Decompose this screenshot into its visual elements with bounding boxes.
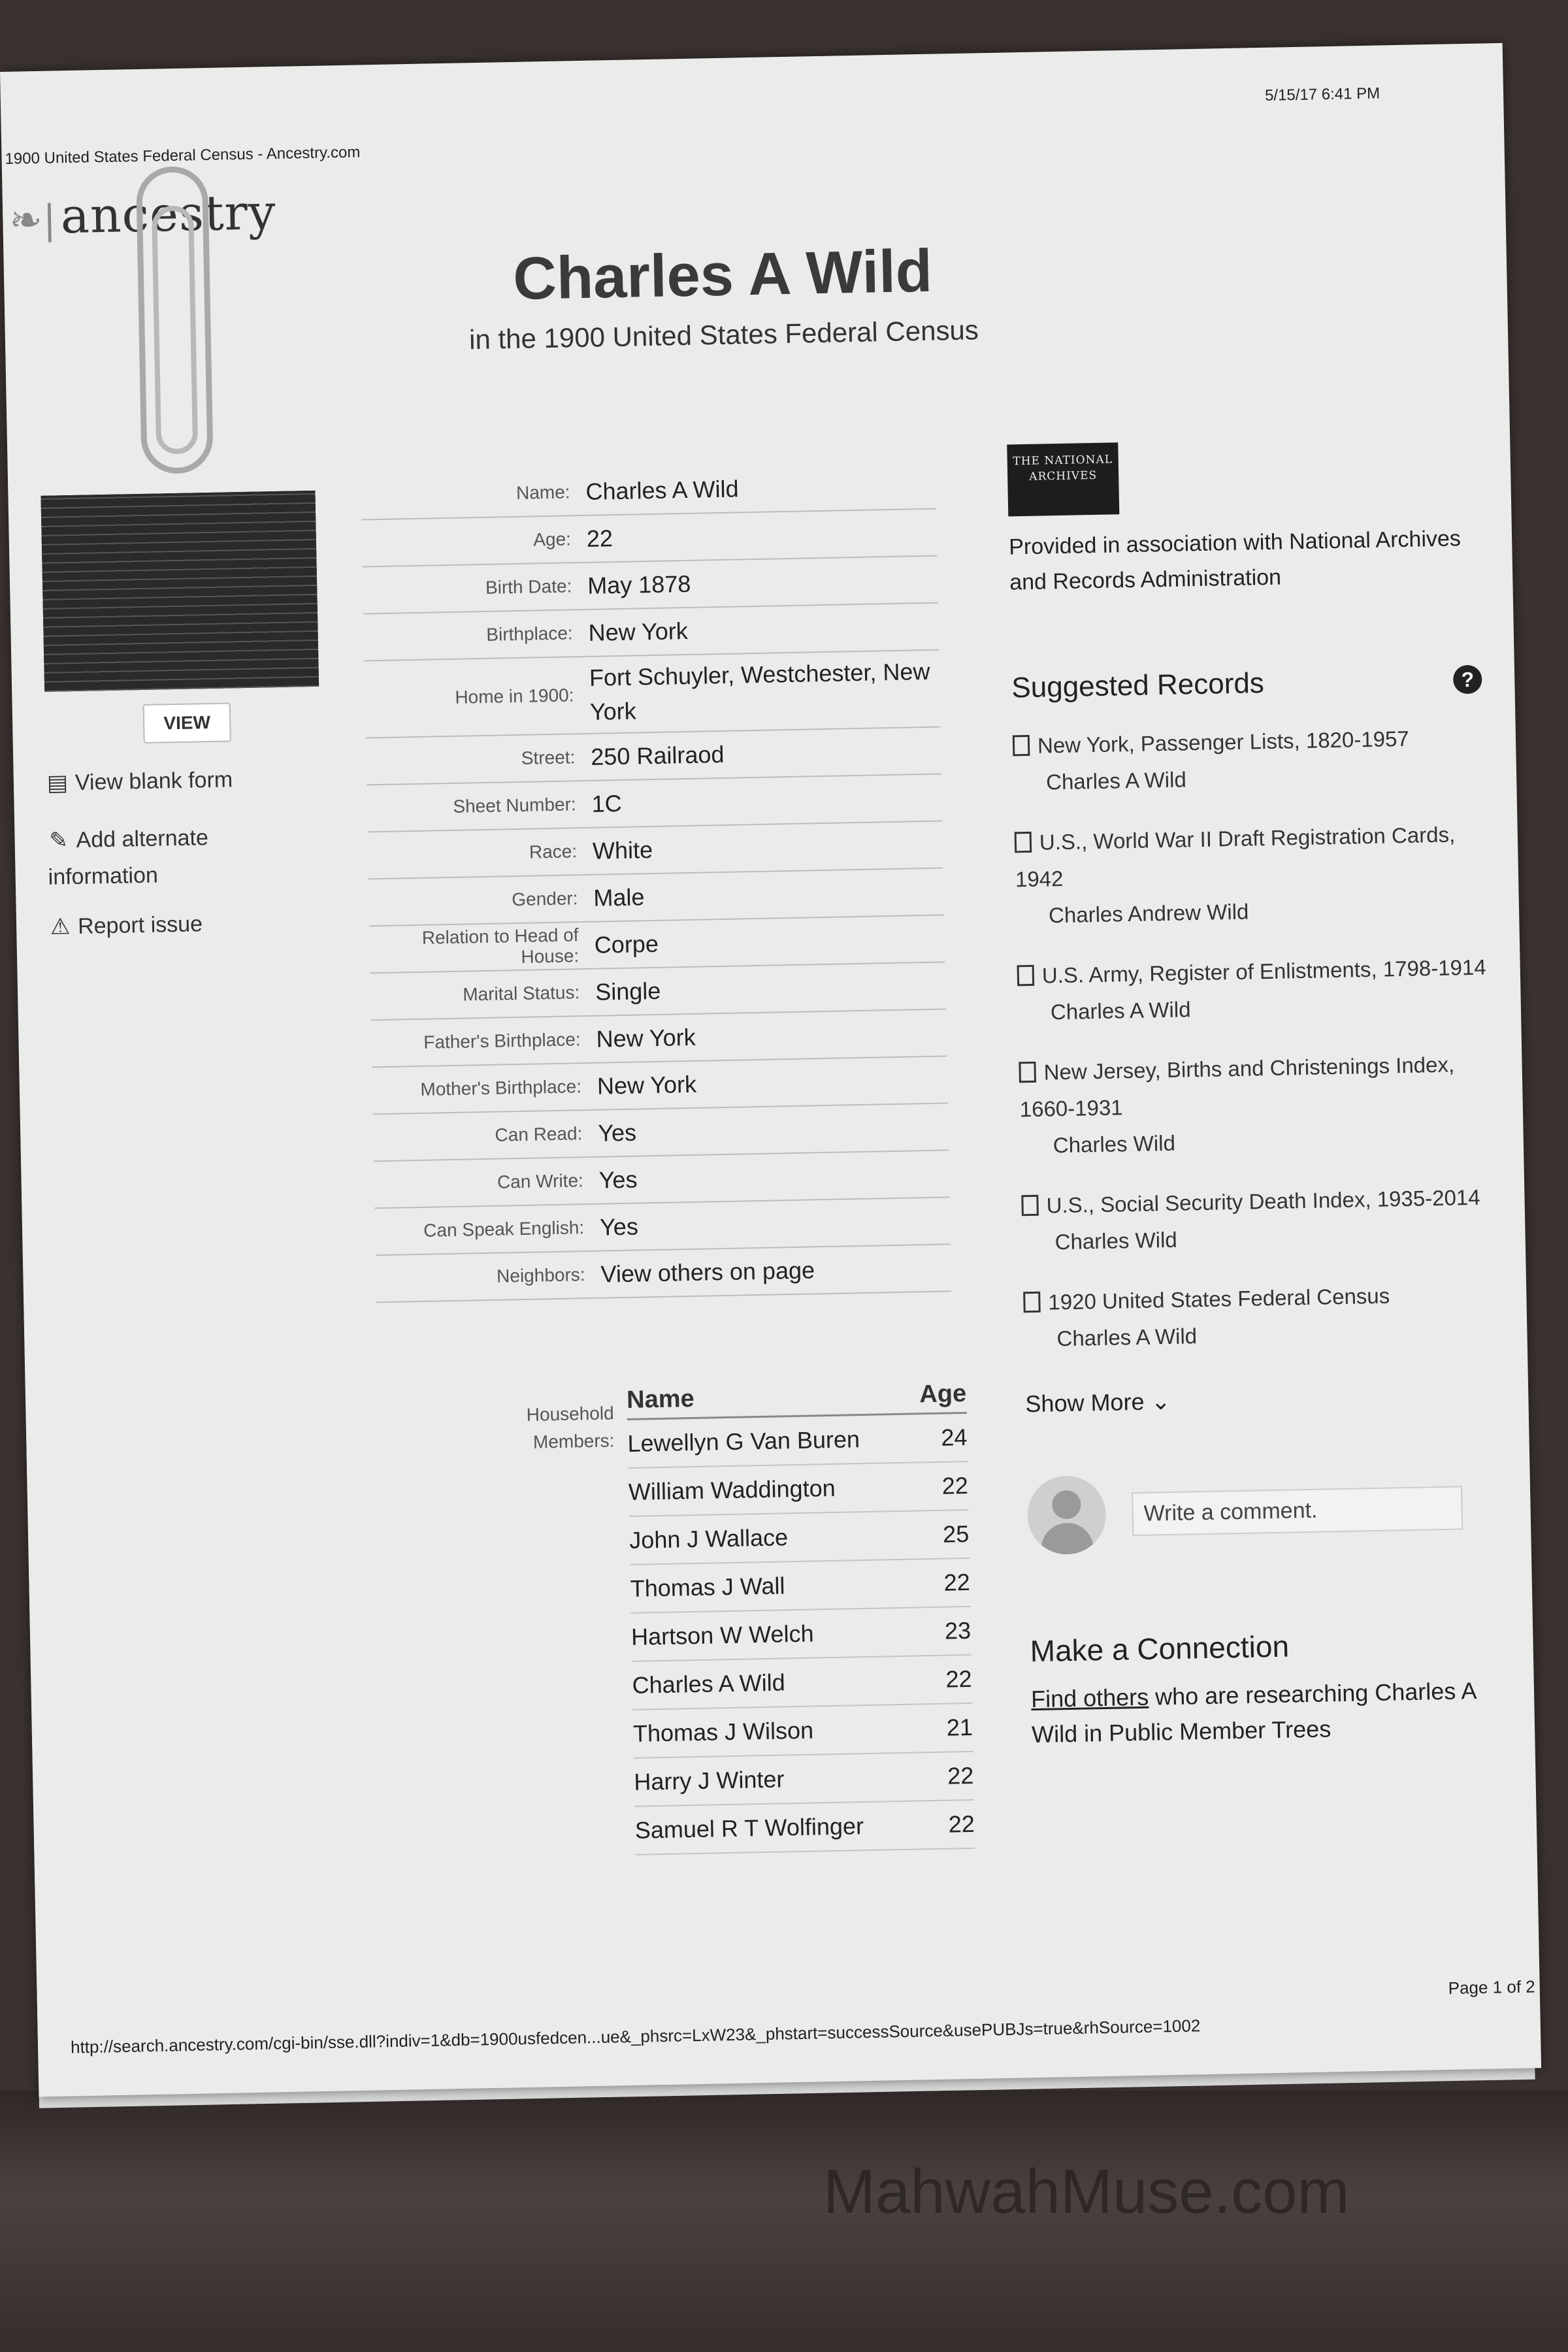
household-members-label: Household Members: xyxy=(526,1403,615,1452)
census-image-thumbnail[interactable] xyxy=(41,491,319,692)
show-more-button[interactable]: Show More ⌄ xyxy=(1025,1387,1171,1418)
fact-row: Home in 1900: Fort Schuyler, Westchester, New York xyxy=(364,651,940,739)
fact-row: Sheet Number: 1C xyxy=(367,775,942,833)
household-row[interactable]: Thomas J Wall 22 xyxy=(630,1559,970,1614)
fact-row: Age: 22 xyxy=(361,510,937,568)
record-facts-table xyxy=(361,463,951,1303)
print-timestamp: 5/15/17 6:41 PM xyxy=(1264,84,1380,105)
suggested-record[interactable]: New Jersey, Births and Christenings Index, 1660-1931 Charles Wild xyxy=(1019,1052,1455,1158)
fact-row: Marital Status: Single xyxy=(370,962,946,1021)
provided-by-text: Provided in association with National Archives and Records Administration xyxy=(1008,526,1462,595)
view-image-button[interactable]: VIEW xyxy=(143,702,231,743)
paper-clip-inner xyxy=(152,205,198,454)
household-row[interactable]: Thomas J Wilson 21 xyxy=(632,1704,973,1759)
household-row[interactable]: John J Wallace 25 xyxy=(629,1511,970,1565)
household-row[interactable]: William Waddington 22 xyxy=(628,1462,968,1517)
document-icon xyxy=(1017,965,1035,986)
suggested-record[interactable]: New York, Passenger Lists, 1820-1957 Charles A Wild xyxy=(1013,719,1484,802)
page-subtitle: in the 1900 United States Federal Census xyxy=(468,314,979,355)
printed-page xyxy=(0,43,1541,2097)
fact-row: Mother's Birthplace: New York xyxy=(372,1056,947,1115)
suggested-record[interactable]: U.S., World War II Draft Registration Cards, 1942 Charles Andrew Wild xyxy=(1015,822,1456,928)
fact-row: Birthplace: New York xyxy=(363,604,939,662)
help-icon[interactable]: ? xyxy=(1453,665,1482,694)
report-issue-link[interactable]: ⚠ Report issue xyxy=(50,911,203,939)
national-archives-logo: THE NATIONAL ARCHIVES xyxy=(1007,442,1119,516)
fact-row: Relation to Head of House: Corpe xyxy=(369,915,945,973)
fact-row: Gender: Male xyxy=(368,869,944,927)
make-connection-text: Find others who are researching Charles A Wild in Public Member Trees xyxy=(1030,1677,1476,1748)
household-header: Name Age xyxy=(627,1380,967,1420)
ancestry-logo[interactable]: ❧|ancestry xyxy=(8,184,277,245)
fact-row: Father's Birthplace: New York xyxy=(371,1009,947,1068)
document-icon xyxy=(1015,832,1032,853)
suggested-record[interactable]: 1920 United States Federal Census Charles A Wild xyxy=(1023,1275,1495,1358)
chevron-down-icon: ⌄ xyxy=(1151,1387,1171,1415)
household-row[interactable]: Lewellyn G Van Buren 24 xyxy=(627,1414,968,1469)
fact-row: Birth Date: May 1878 xyxy=(363,557,938,615)
document-icon xyxy=(1021,1195,1039,1216)
right-column xyxy=(1007,436,1502,1752)
fact-row: Can Read: Yes xyxy=(373,1103,949,1162)
suggested-record[interactable]: U.S. Army, Register of Enlistments, 1798-1914 Charles A Wild xyxy=(1017,949,1488,1032)
pencil-icon: ✎ xyxy=(48,828,69,853)
fact-row: Race: White xyxy=(367,822,943,880)
household-row[interactable]: Samuel R T Wolfinger 22 xyxy=(634,1801,975,1855)
fact-row: Can Speak English: Yes xyxy=(375,1198,951,1256)
form-icon: ▤ xyxy=(46,770,69,796)
document-icon xyxy=(1023,1292,1041,1313)
suggested-record[interactable]: U.S., Social Security Death Index, 1935-2014 Charles Wild xyxy=(1021,1179,1493,1261)
fact-row: Can Write: Yes xyxy=(374,1151,949,1209)
fact-row: Name: Charles A Wild xyxy=(361,463,936,521)
household-row[interactable]: Charles A Wild 22 xyxy=(632,1656,972,1710)
household-row[interactable]: Harry J Winter 22 xyxy=(634,1752,974,1807)
footer-url: http://search.ancestry.com/cgi-bin/sse.dll?indiv=1&db=1900usfedcen...ue&_phsrc=LxW23&_phstart=successSource&usePUBJs=true&rhSource=1002 xyxy=(70,2016,1201,2057)
page-number: Page 1 of 2 xyxy=(1448,1976,1535,1998)
watermark: MahwahMuse.com xyxy=(823,2157,1350,2227)
fact-row: Street: 250 Railraod xyxy=(366,728,941,786)
print-header-title: 1900 United States Federal Census - Ancestry.com xyxy=(5,143,361,168)
leaf-icon: ❧| xyxy=(8,197,57,244)
add-alternate-link[interactable]: ✎ Add alternate information xyxy=(47,819,209,896)
warning-icon: ⚠ xyxy=(50,914,71,939)
comment-input[interactable]: Write a comment. xyxy=(1132,1486,1463,1536)
household-table xyxy=(627,1380,975,1855)
household-row[interactable]: Hartson W Welch 23 xyxy=(630,1607,971,1662)
find-others-link[interactable]: Find others xyxy=(1030,1683,1149,1713)
neighbors-row: Neighbors: View others on page xyxy=(376,1245,951,1303)
document-icon xyxy=(1019,1062,1036,1083)
view-neighbors-link[interactable]: View others on page xyxy=(600,1256,815,1288)
comment-area xyxy=(1027,1467,1499,1555)
page-title: Charles A Wild xyxy=(512,237,933,312)
make-connection-heading: Make a Connection xyxy=(1030,1629,1290,1669)
document-icon xyxy=(1013,735,1030,756)
suggested-records-heading: Suggested Records ? xyxy=(1011,663,1482,705)
avatar xyxy=(1027,1475,1107,1555)
view-blank-form-link[interactable]: ▤ View blank form xyxy=(46,767,233,796)
